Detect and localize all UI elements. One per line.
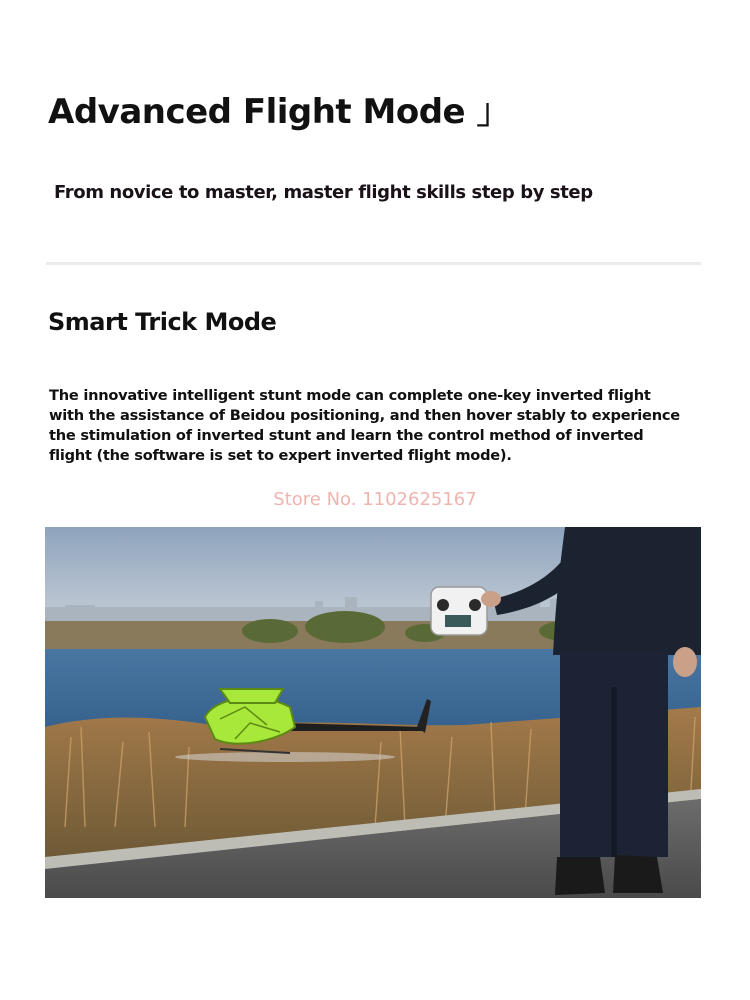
transmitter-body [431,587,487,635]
page-title [48,84,510,133]
transmitter-screen [445,615,471,627]
shoe-right [613,855,663,893]
canopy-top [220,689,283,703]
jacket [553,527,701,655]
section-description: The innovative intelligent stunt mode can complete one-key inverted flight with the assistance of Beidou positioning, and then hover stably to experience the stimulation of inverted stunt and learn the control method of inverted flight (the software is set to expert inverted flight mode). [49,387,680,464]
section-title: Smart Trick Mode [48,308,277,336]
page-subtitle: From novice to master, master flight skills step by step [54,182,593,203]
pants-gap [611,687,617,857]
store-number-watermark: Store No. 1102625167 [273,489,477,510]
photo-scene [45,527,701,898]
divider [46,262,701,265]
shoe-left [555,857,605,895]
product-photo [45,527,701,898]
page-title-text: Advanced Flight Mode [48,92,466,132]
hand [673,647,697,677]
title-corner-bracket: 」 [476,92,510,132]
